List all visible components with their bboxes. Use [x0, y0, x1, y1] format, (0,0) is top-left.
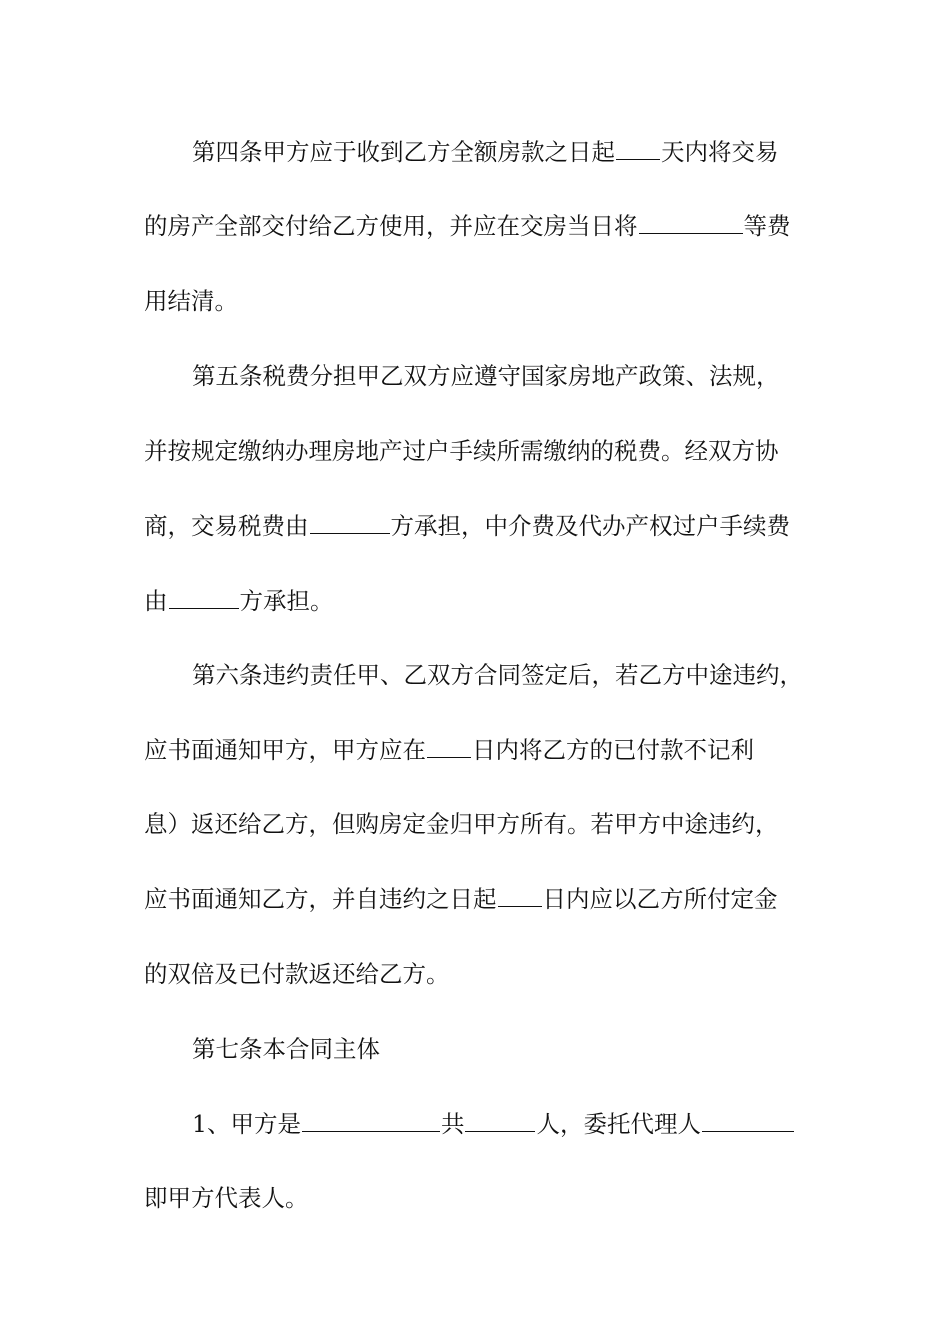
article5-text: 商，交易税费由: [144, 512, 309, 540]
article4-line3: [144, 285, 824, 317]
article7-text: 1、甲方是: [192, 1110, 301, 1138]
article5-line3: [144, 510, 824, 542]
article7-title: [192, 1033, 872, 1065]
article4-text: 天内将交易: [661, 138, 779, 166]
article5-text: 由: [144, 587, 168, 615]
article5-text: 方承担，中介费及代办产权过户手续费: [390, 512, 790, 540]
fill-blank-party-a-count[interactable]: [465, 1109, 535, 1132]
article6-text: 日内将乙方的已付款不记利: [472, 736, 754, 764]
article6-text: 日内应以乙方所付定金: [542, 885, 778, 913]
fill-blank-agency-party[interactable]: [169, 586, 239, 609]
article5-line1: [192, 360, 872, 392]
article5-text: 第五条税费分担甲乙双方应遵守国家房地产政策、法规，: [192, 362, 780, 390]
article6-line1: [192, 659, 872, 691]
fill-blank-party-a-name[interactable]: [302, 1109, 440, 1132]
article4-text: 的房产全部交付给乙方使用，并应在交房当日将: [144, 212, 638, 240]
fill-blank-penalty-days[interactable]: [498, 884, 542, 907]
article4-line2: [144, 210, 824, 242]
article7-item1: [192, 1108, 872, 1140]
article4-text: 第四条甲方应于收到乙方全额房款之日起: [192, 138, 615, 166]
article6-line3: [144, 808, 824, 840]
article5-line4: [144, 585, 824, 617]
article7-item1-line2: [144, 1182, 824, 1214]
article6-text: 应书面通知乙方，并自违约之日起: [144, 885, 497, 913]
fill-blank-tax-party[interactable]: [310, 511, 390, 534]
fill-blank-refund-days[interactable]: [427, 735, 471, 758]
article6-text: 的双倍及已付款返还给乙方。: [144, 960, 450, 988]
fill-blank-days-delivery[interactable]: [616, 137, 660, 160]
article6-line4: [144, 883, 824, 915]
fill-blank-agent[interactable]: [702, 1109, 794, 1132]
fill-blank-fees[interactable]: [639, 211, 743, 234]
article7-text: 即甲方代表人。: [144, 1184, 309, 1212]
article4-text: 等费: [743, 212, 791, 240]
article5-text: 并按规定缴纳办理房地产过户手续所需缴纳的税费。经双方协: [144, 437, 779, 465]
article5-line2: [144, 435, 824, 467]
article6-text: 应书面通知甲方，甲方应在: [144, 736, 426, 764]
article7-text: 人，委托代理人: [536, 1110, 701, 1138]
article7-text: 共: [440, 1110, 465, 1138]
article6-line5: [144, 958, 824, 990]
article6-text: 息）返还给乙方，但购房定金归甲方所有。若甲方中途违约，: [144, 810, 779, 838]
article4-text: 用结清。: [144, 287, 238, 315]
article4-line1: [192, 136, 872, 168]
article6-line2: [144, 734, 824, 766]
article5-text: 方承担。: [239, 587, 334, 615]
article6-text: 第六条违约责任甲、乙双方合同签定后，若乙方中途违约，: [192, 661, 803, 689]
article7-text: 第七条本合同主体: [192, 1035, 380, 1063]
